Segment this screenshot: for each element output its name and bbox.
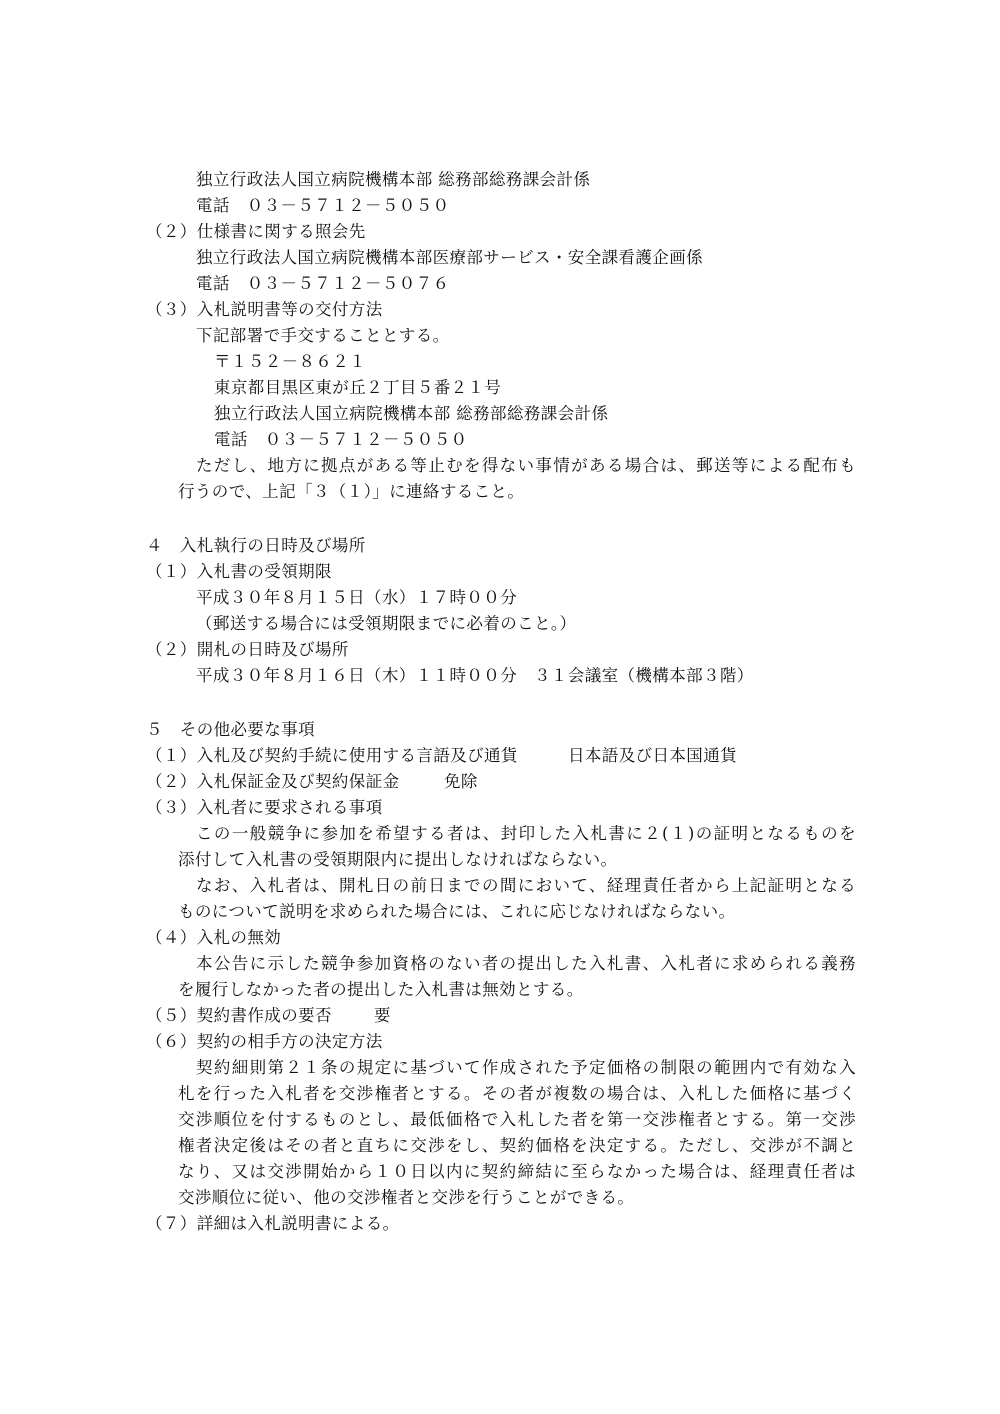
- spec-contact-tel: 電話 ０３－５７１２－５０７６: [196, 274, 450, 293]
- item-label: （２）入札保証金及び契約保証金: [146, 772, 400, 791]
- item-heading: （７）詳細は入札説明書による。: [146, 1214, 400, 1233]
- item-heading: （３）入札説明書等の交付方法: [146, 300, 383, 319]
- item-value: 日本語及び日本国通貨: [568, 746, 737, 765]
- item-heading: （６）契約の相手方の決定方法: [146, 1032, 383, 1051]
- item-label: （５）契約書作成の要否: [146, 1006, 332, 1025]
- paragraph-line: 添付して入札書の受領期限内に提出しなければならない。: [178, 850, 618, 869]
- paragraph-line: を履行しなかった者の提出した入札書は無効とする。: [178, 980, 584, 999]
- item-label: （１）入札及び契約手続に使用する言語及び通貨: [146, 746, 518, 765]
- paragraph-line: なお、入札者は、開札日の前日までの間において、経理責任者から上記証明となる: [196, 876, 856, 895]
- section-heading: ４ 入札執行の日時及び場所: [146, 536, 366, 555]
- contact-dept: 独立行政法人国立病院機構本部 総務部総務課会計係: [196, 170, 591, 189]
- paragraph-line: 行うので、上記「３（１）」に連絡すること。: [178, 482, 525, 501]
- office-dept: 独立行政法人国立病院機構本部 総務部総務課会計係: [214, 404, 609, 423]
- office-tel: 電話 ０３－５７１２－５０５０: [214, 430, 468, 449]
- item-heading: （２）開札の日時及び場所: [146, 640, 349, 659]
- paragraph-line: ものについて説明を求められた場合には、これに応じなければならない。: [178, 902, 736, 921]
- contact-tel: 電話 ０３－５７１２－５０５０: [196, 196, 450, 215]
- item-value: 免除: [444, 772, 478, 791]
- paragraph-line: 下記部署で手交することとする。: [196, 326, 450, 345]
- paragraph-line: この一般競争に参加を希望する者は、封印した入札書に２(１)の証明となるものを: [196, 824, 856, 843]
- paragraph-line: 交渉順位に従い、他の交渉権者と交渉を行うことができる。: [178, 1188, 635, 1207]
- paragraph-line: 札を行った入札者を交渉権者とする。その者が複数の場合は、入札した価格に基づく: [178, 1084, 856, 1103]
- section-heading: ５ その他必要な事項: [146, 720, 315, 739]
- deadline-note: （郵送する場合には受領期限までに必着のこと。）: [196, 614, 577, 633]
- paragraph-line: ただし、地方に拠点がある等止むを得ない事情がある場合は、郵送等による配布も: [196, 456, 856, 475]
- item-heading: （４）入札の無効: [146, 928, 282, 947]
- item-heading: （３）入札者に要求される事項: [146, 798, 383, 817]
- deadline-datetime: 平成３０年８月１５日（水）１７時００分: [196, 588, 518, 607]
- item-value: 要: [374, 1006, 391, 1025]
- postal-code: 〒１５２－８６２１: [214, 352, 367, 371]
- paragraph-line: 交渉順位を付するものとし、最低価格で入札した者を第一交渉権者とする。第一交渉: [178, 1110, 856, 1129]
- address: 東京都目黒区東が丘２丁目５番２１号: [214, 378, 502, 397]
- spec-contact-dept: 独立行政法人国立病院機構本部医療部サービス・安全課看護企画係: [196, 248, 703, 267]
- opening-datetime-place: 平成３０年８月１６日（木）１１時００分 ３１会議室（機構本部３階）: [196, 666, 754, 685]
- item-heading: （２）仕様書に関する照会先: [146, 222, 366, 241]
- paragraph-line: 権者決定後はその者と直ちに交渉をし、契約価格を決定する。ただし、交渉が不調と: [178, 1136, 856, 1155]
- item-heading: （１）入札書の受領期限: [146, 562, 332, 581]
- paragraph-line: なり、又は交渉開始から１０日以内に契約締結に至らなかった場合は、経理責任者は: [178, 1162, 856, 1181]
- paragraph-line: 本公告に示した競争参加資格のない者の提出した入札書、入札者に求められる義務: [196, 954, 856, 973]
- paragraph-line: 契約細則第２１条の規定に基づいて作成された予定価格の制限の範囲内で有効な入: [196, 1058, 856, 1077]
